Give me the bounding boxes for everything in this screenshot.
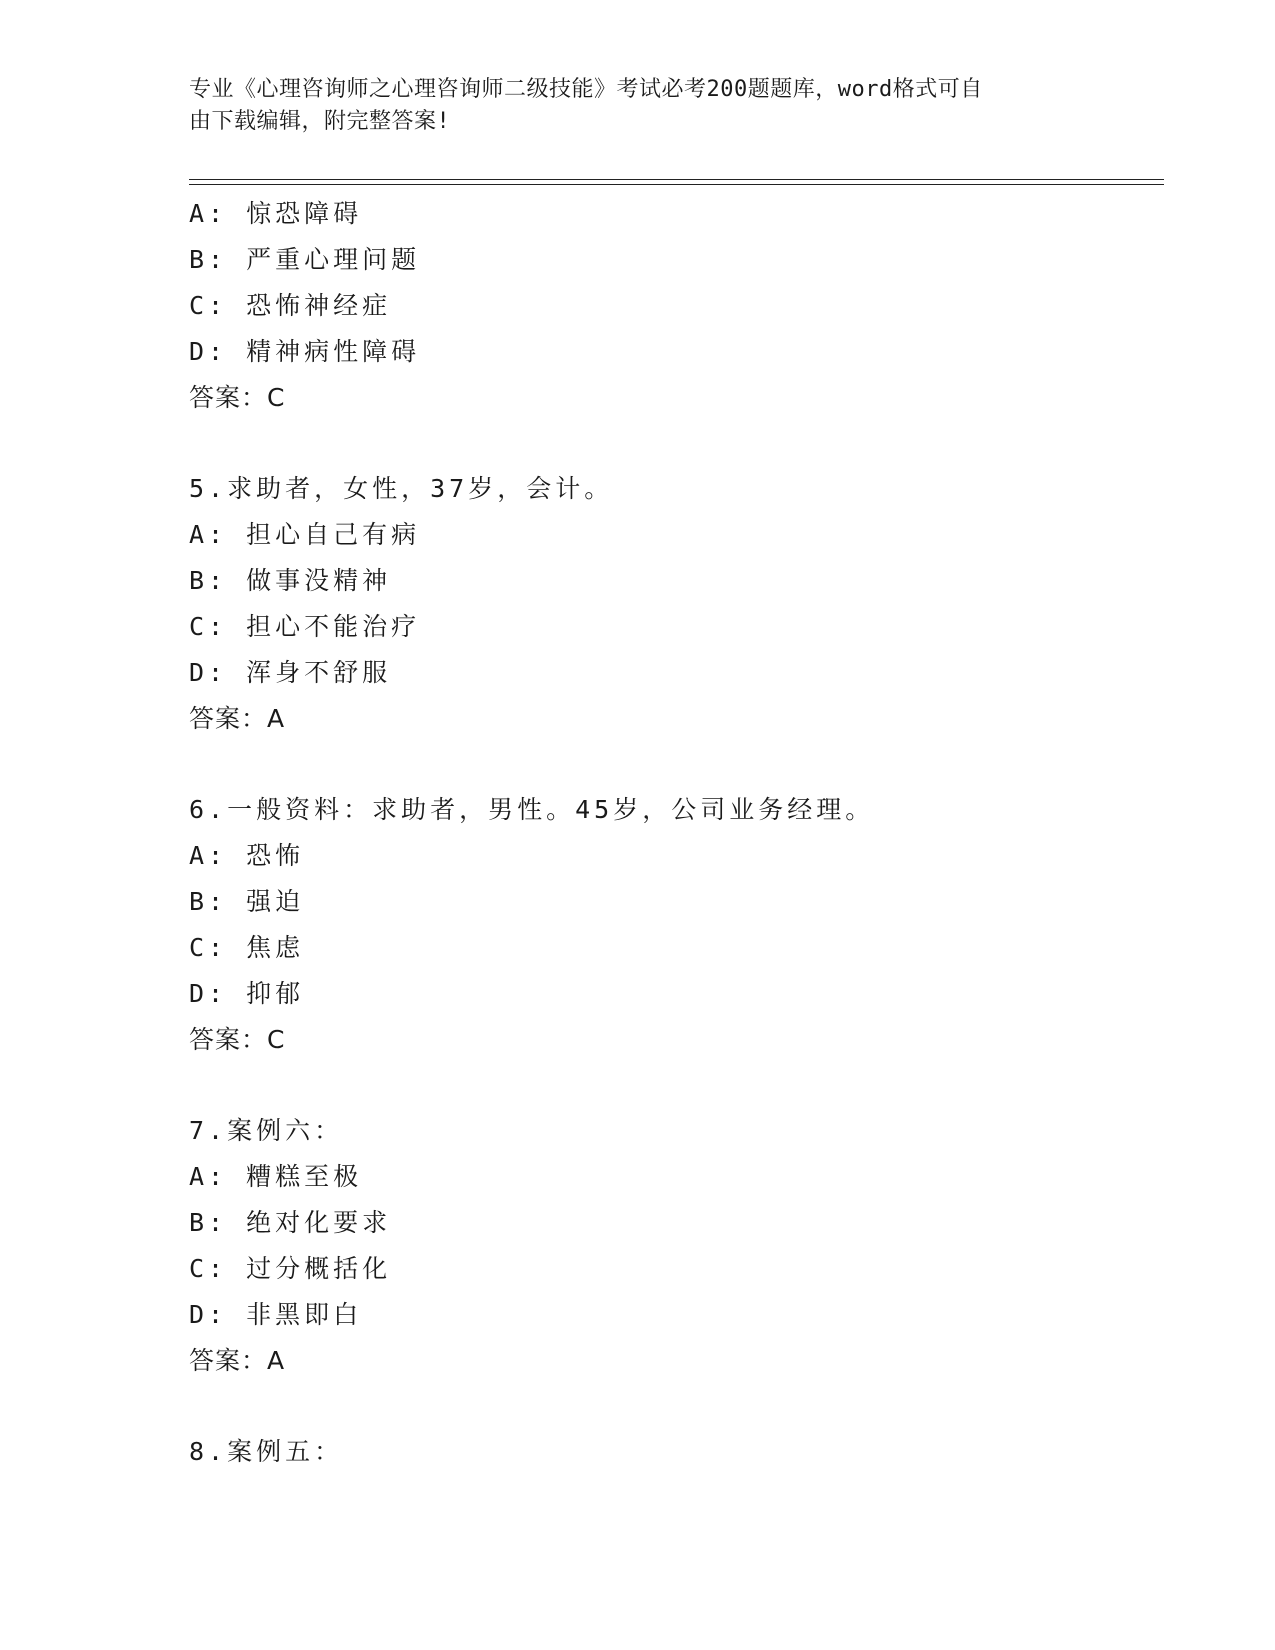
option-b: B: 强迫 [189, 887, 305, 916]
answer: 答案：A [189, 704, 286, 733]
header-divider-top [189, 179, 1164, 180]
option-c: C: 担心不能治疗 [189, 612, 421, 641]
option-d: D: 非黑即白 [189, 1300, 363, 1329]
question-stem: 6.一般资料：求助者，男性。45岁，公司业务经理。 [189, 795, 875, 824]
question-5 [189, 466, 1164, 742]
question-stem: 8.案例五： [189, 1437, 344, 1466]
option-a: A: 担心自己有病 [189, 520, 421, 549]
option-b: B: 严重心理问题 [189, 245, 421, 274]
question-4-remainder [189, 191, 1164, 421]
header-line-1: 专业《心理咨询师之心理咨询师二级技能》考试必考200题题库，word格式可自 [189, 77, 983, 102]
header-line-2: 由下载编辑，附完整答案! [189, 109, 451, 134]
option-c: C: 焦虑 [189, 933, 305, 962]
question-7 [189, 1108, 1164, 1384]
question-stem: 5.求助者，女性，37岁，会计。 [189, 474, 614, 503]
question-6 [189, 787, 1164, 1063]
option-c: C: 恐怖神经症 [189, 291, 392, 320]
answer: 答案：C [189, 383, 286, 412]
answer: 答案：A [189, 1346, 286, 1375]
question-8 [189, 1429, 1164, 1475]
option-d: D: 浑身不舒服 [189, 658, 392, 687]
option-d: D: 精神病性障碍 [189, 337, 421, 366]
header-divider-bottom [189, 184, 1164, 185]
option-c: C: 过分概括化 [189, 1254, 392, 1283]
option-b: B: 做事没精神 [189, 566, 392, 595]
question-list [189, 191, 1164, 1475]
option-d: D: 抑郁 [189, 979, 305, 1008]
option-a: A: 惊恐障碍 [189, 199, 363, 228]
answer: 答案：C [189, 1025, 286, 1054]
question-stem: 7.案例六： [189, 1116, 344, 1145]
option-a: A: 糟糕至极 [189, 1162, 363, 1191]
option-b: B: 绝对化要求 [189, 1208, 392, 1237]
document-header [189, 74, 1089, 138]
option-a: A: 恐怖 [189, 841, 305, 870]
